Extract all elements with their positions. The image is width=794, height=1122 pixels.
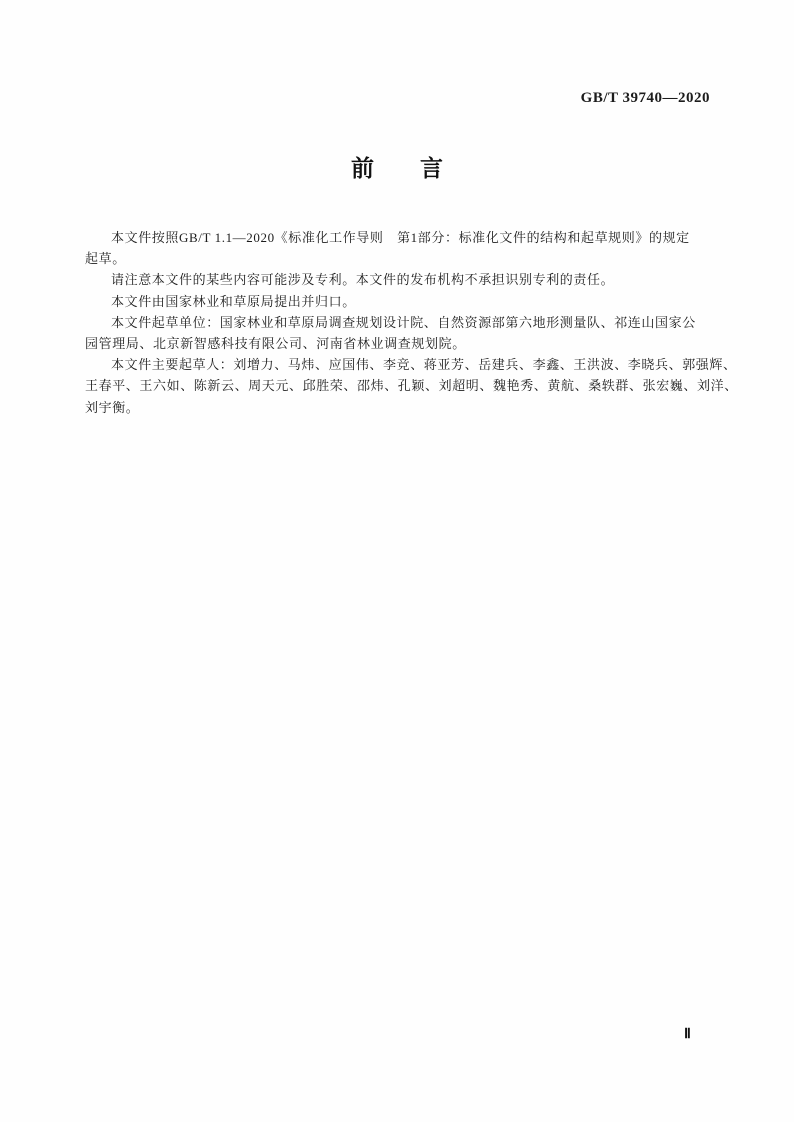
foreword-paragraph <box>85 227 712 269</box>
foreword-paragraph <box>85 312 712 354</box>
foreword-line: 刘宇衡。 <box>85 399 140 415</box>
foreword-line: 起草。 <box>85 251 126 267</box>
foreword-paragraph <box>85 354 738 418</box>
page-title: 前 言 <box>351 155 443 181</box>
foreword-paragraph <box>85 291 712 312</box>
foreword-line: 王春平、王六如、陈新云、周天元、邱胜荣、邵炜、孔颖、刘超明、魏艳秀、黄航、桑轶群、张宏巍、刘洋、 <box>85 378 738 394</box>
foreword-line: 请注意本文件的某些内容可能涉及专利。本文件的发布机构不承担识别专利的责任。 <box>111 272 615 288</box>
foreword-line: 本文件主要起草人：刘增力、马炜、应国伟、李竞、蒋亚芳、岳建兵、李鑫、王洪波、李晓兵、郭强辉、 <box>111 357 737 373</box>
standard-number: GB/T 39740—2020 <box>580 90 710 106</box>
foreword-paragraph <box>85 269 712 290</box>
foreword-line: 本文件按照GB/T 1.1—2020《标准化工作导则 第1部分：标准化文件的结构和起草规则》的规定 <box>111 230 690 245</box>
foreword-body <box>85 227 738 418</box>
foreword-line: 本文件由国家林业和草原局提出并归口。 <box>111 293 356 309</box>
foreword-line: 本文件起草单位：国家林业和草原局调查规划设计院、自然资源部第六地形测量队、祁连山国家公 <box>111 314 696 330</box>
page-number: Ⅱ <box>684 1027 691 1042</box>
foreword-line: 园管理局、北京新智感科技有限公司、河南省林业调查规划院。 <box>85 336 466 352</box>
